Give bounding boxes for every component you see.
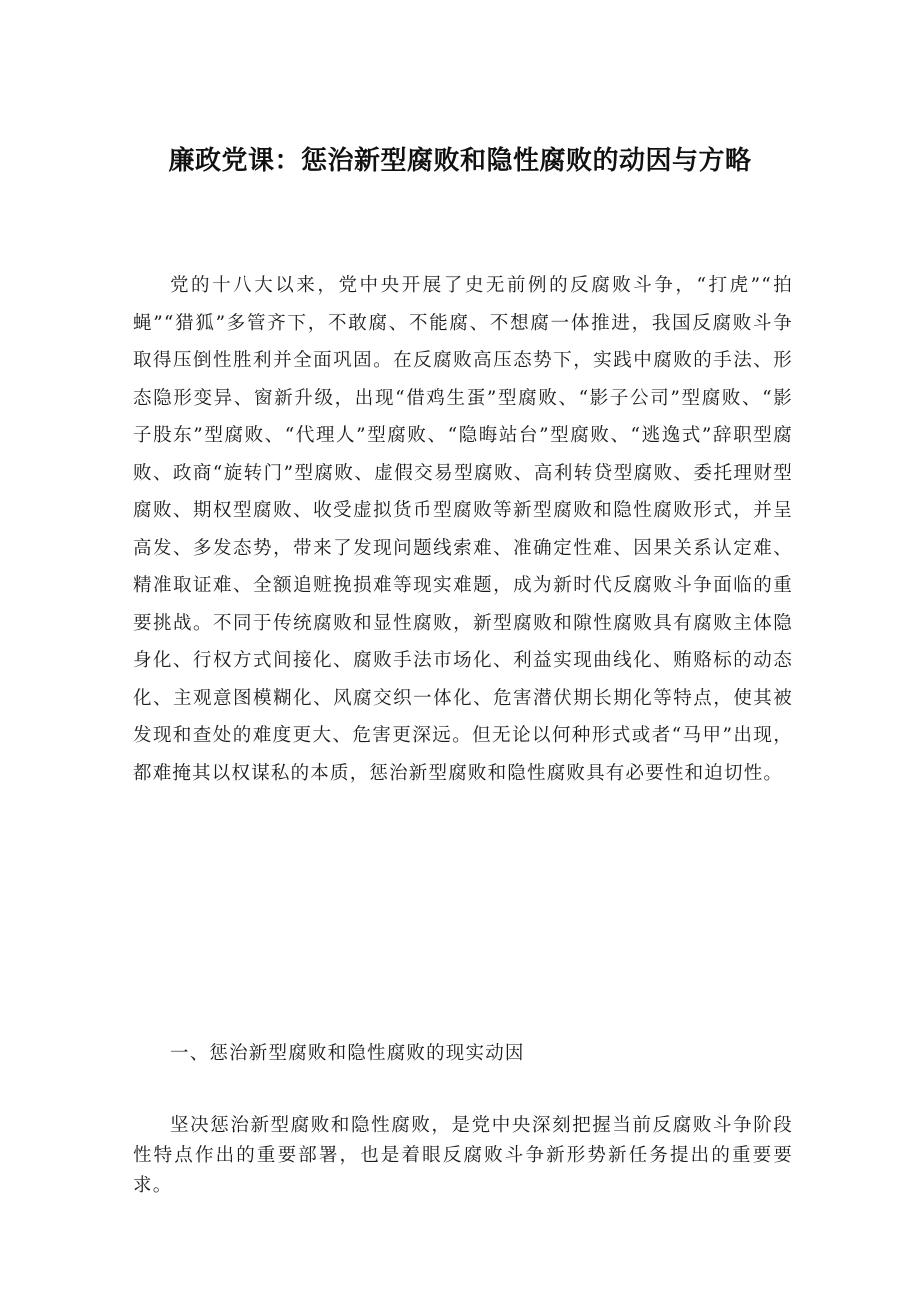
intro-paragraph: 党的十八大以来，党中央开展了史无前例的反腐败斗争，“打虎”“拍蝇”“猎狐”多管齐下，不敢腐、不能腐、不想腐一体推进，我国反腐败斗争取得压倒性胜利并全面巩固。在反腐败高压态势下，实践中腐败的手法、形态隐形变异、窗新升级，出现“借鸡生蛋”型腐败、“影子公司”型腐败、“影子股东”型腐败、“代理人”型腐败、“隐晦站台”型腐败、“逃逸式”辞职型腐败、政商“旋转门”型腐败、虚假交易型腐败、高利转贷型腐败、委托理财型腐败、期权型腐败、收受虚拟货币型腐败等新型腐败和隐性腐败形式，并呈高发、多发态势，带来了发现问题线索难、准确定性难、因果关系认定难、精准取证难、全额追赃挽损难等现实难题，成为新时代反腐败斗争面临的重要挑战。不同于传统腐败和显性腐败，新型腐败和隙性腐败具有腐败主体隐身化、行权方式间接化、腐败手法市场化、利益实现曲线化、贿赂标的动态化、主观意图模糊化、风腐交织一体化、危害潜伏期长期化等特点，使其被发现和查处的难度更大、危害更深远。但无论以何种形式或者“马甲”出现，都难掩其以权谋私的本质，惩治新型腐败和隐性腐败具有必要性和迫切性。 [133, 275, 793, 784]
section-heading: 一、惩治新型腐败和隐性腐败的现实动因 [170, 1043, 525, 1064]
document-title: 廉政党课：惩治新型腐败和隐性腐败的动因与方略 [168, 146, 752, 177]
section-paragraph: 坚决惩治新型腐败和隐性腐败，是党中央深刻把握当前反腐败斗争阶段性特点作出的重要部署，也是着眼反腐败斗争新形势新任务提出的重要要求。 [133, 1115, 793, 1196]
